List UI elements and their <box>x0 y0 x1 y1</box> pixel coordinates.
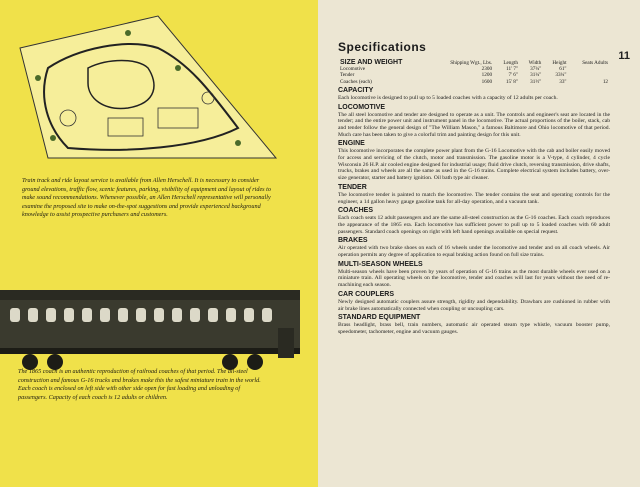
couplers-heading: CAR COUPLERS <box>338 290 395 298</box>
col-width-header: Width <box>528 60 542 66</box>
row-length: 7' 6" <box>508 72 519 79</box>
locomotive-heading: LOCOMOTIVE <box>338 103 386 111</box>
row-seats: 12 <box>602 78 608 85</box>
row-height: 33" <box>559 78 567 85</box>
col-length-header: Length <box>503 60 519 66</box>
row-height: 61" <box>559 66 567 73</box>
row-width: 37¼" <box>530 66 542 73</box>
brakes-text: Air operated with two brake shoes on each of 16 wheels under the locomotive and tender and on all coach wheels. Air operation permits any degree of application to equal braking action found on full size trains. <box>338 245 610 259</box>
row-width: 31¼" <box>530 72 542 79</box>
capacity-text: Each locomotive is designed to pull up to 5 loaded coaches with a capacity of 12 adults per coach. <box>338 94 558 101</box>
size-weight-table <box>338 60 610 85</box>
wheels-heading: MULTI-SEASON WHEELS <box>338 260 423 268</box>
page-title: Specifications <box>338 40 427 54</box>
capacity-heading: CAPACITY <box>338 86 374 94</box>
table-row <box>338 79 610 85</box>
coaches-heading: COACHES <box>338 207 374 215</box>
col-weight-header: Shipping Wgt., Lbs. <box>450 60 493 66</box>
locomotive-text: The all steel locomotive and tender are designed to operate as a unit. The controls and engineer's seat are located in the tender; and the entire power unit and instrument panel in the locomotive. The actual proportions of the boiler, stack, cab and tender follow the general design of "The William Mason," a famous Baltimore and Ohio locomotive of that period. Much care has been taken to give a colorful trim and painting design for this unit. <box>338 111 610 138</box>
specifications-content <box>338 60 610 337</box>
row-name: Coaches (each) <box>340 78 372 85</box>
coach-caption: The 1865 coach is an authentic reproduction of railroad coaches of that period. The all-steel construction and famous G-16 trucks and brakes make this the safest miniature train in the world. Each coach is enclosed on left side with other side open for fast loading and unloading of passengers. Capacity of each coach is 12 adults or children. <box>18 368 261 401</box>
brakes-heading: BRAKES <box>338 237 368 245</box>
wheels-text: Multi-season wheels have been proven by years of operation of G-16 trains as the most durable wheels ever used on a miniature train. All operating wheels on the locomotive, tender and coaches will last for years without the need of re-machining each season. <box>338 268 610 289</box>
row-weight: 1600 <box>481 78 493 85</box>
row-length: 11' 7" <box>506 66 519 73</box>
row-name: Tender <box>340 72 355 79</box>
engine-heading: ENGINE <box>338 140 365 148</box>
col-seats-header: Seats Adults <box>582 60 608 66</box>
couplers-text: Newly designed automatic couplers assure strength, rigidity and dependability. Drawbars are cushioned in rubber with air brake lines automatically connected when coupling or uncoupling cars. <box>338 298 610 312</box>
row-weight: 1200 <box>481 72 493 79</box>
page-number: 11 <box>618 50 630 62</box>
layout-service-caption: Train track and ride layout service is available from Allen Herschell. It is necessary to consider ground elevations, traffic flow, scenic features, parking, visibility of equipment and layout of rides to make sound recommendations. Whenever possible, an Allen Herschell representative will personally examine the proposed site to make on-the-spot suggestions and provide experienced background knowledge to assist prospective purchasers and customers. <box>22 177 271 219</box>
coaches-text: Each coach seats 12 adult passengers and are the same all-steel construction as the G-16 coaches. Each coach reproduces the appearance of the 1865 era. Each locomotive has sufficient power to pull up to 5 loaded coaches with 60 adult passengers. Standard coach openings on right with left hand openings available on special request. <box>338 215 610 235</box>
standard-equipment-text: Brass headlight, brass bell, train numbers, automatic air operated steam type whistle, vacuum booster pump, speedometer, tachometer, engine and vacuum gauges. <box>338 322 610 335</box>
size-weight-heading: SIZE AND WEIGHT <box>340 59 403 66</box>
tender-heading: TENDER <box>338 183 367 191</box>
standard-equipment-heading: STANDARD EQUIPMENT <box>338 314 421 322</box>
col-height-header: Height <box>552 60 567 66</box>
track-layout-map <box>8 8 278 168</box>
row-height: 33¼" <box>555 72 567 79</box>
row-name: Locomotive <box>340 66 366 73</box>
yellow-panel <box>0 0 318 487</box>
engine-text: This locomotive incorporates the complete power plant from the G-16 Locomotive with the cab and boiler easily moved for access and servicing of the clutch, motor and transmission. The gasoline motor is a V-type, 4 cylinder, 4 cycle Wisconsin 26 H.P. air cooled engine designed for industrial usage; fluid drive clutch, reversing transmission, drive shafts, trucks, brakes and wheels are all the same as used in the G-16 trains. Complete electrical system includes battery, over-size generator, starter and battery ignition. Oil bath type air cleaner. <box>338 148 610 182</box>
row-weight: 2300 <box>481 66 493 73</box>
row-length: 15' 8" <box>505 78 519 85</box>
coach-photo <box>0 288 300 378</box>
row-width: 31½" <box>530 78 542 85</box>
tender-text: The locomotive tender is painted to match the locomotive. The tender contains the seat and operating controls for the engineer, a 14 gallon heavy gauge gasoline tank for all-day operation, and a vacuum tank. <box>338 191 610 205</box>
